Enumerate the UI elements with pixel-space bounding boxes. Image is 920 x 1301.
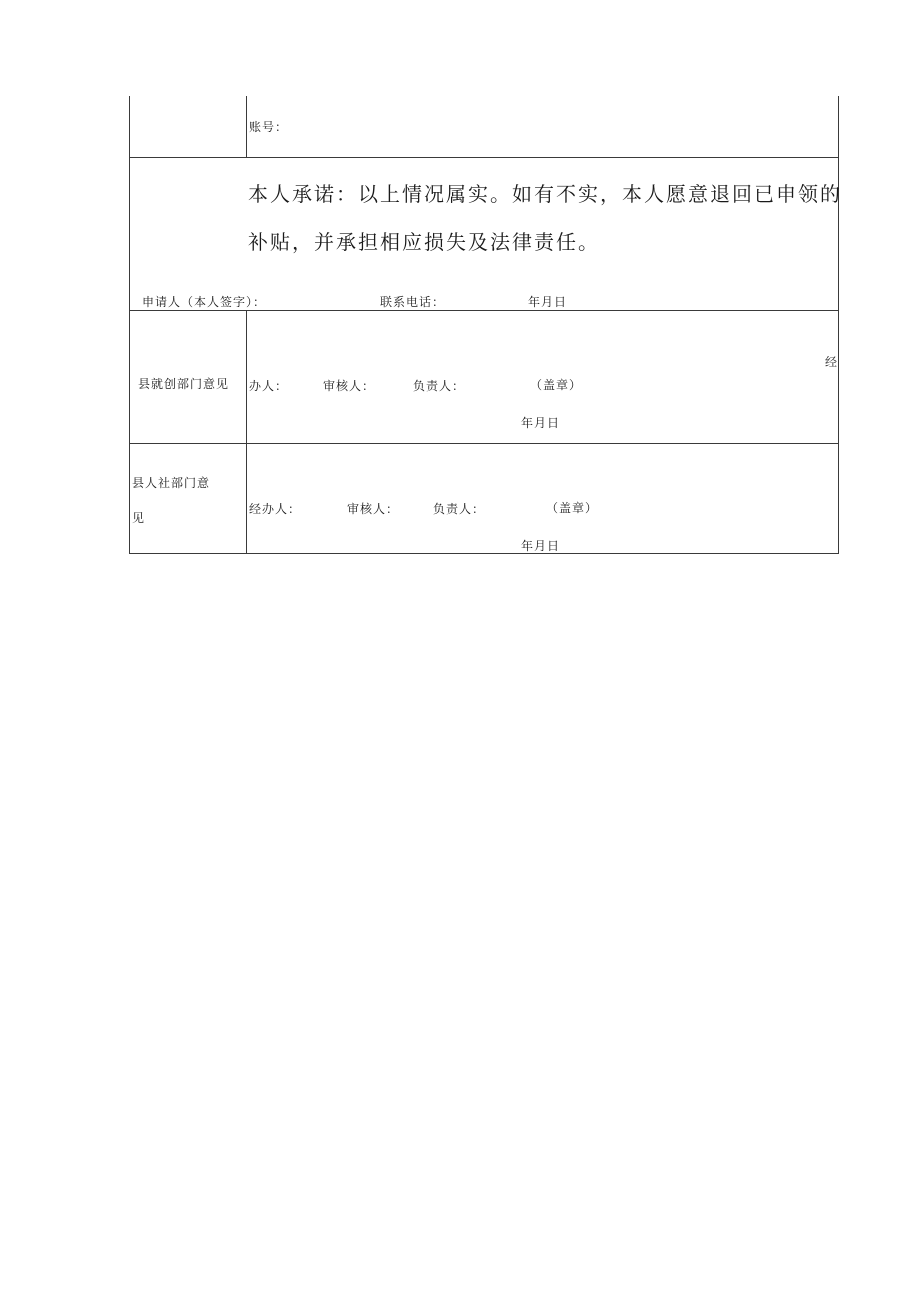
employment-date-label: 年月日: [521, 416, 561, 430]
commitment-statement-line1: 本人承诺：以上情况属实。如有不实，本人愿意退回已申领的: [248, 182, 842, 206]
employment-seal-label: （盖章）: [530, 378, 583, 392]
commitment-statement-line2: 补贴，并承担相应损失及法律责任。: [248, 230, 600, 254]
employment-handler-prefix: 经: [825, 355, 839, 369]
form-bottom-border: [129, 553, 839, 554]
employment-responsible-label: 负责人：: [413, 379, 466, 393]
applicant-date-label: 年月日: [528, 295, 568, 309]
applicant-signature-label: 申请人（本人签字）：: [142, 295, 267, 309]
form-left-border: [129, 96, 130, 554]
hr-handler-label: 经办人：: [249, 502, 302, 516]
hr-dept-label-line1: 县人社部门意: [132, 476, 211, 490]
account-row-bottom-border: [129, 157, 839, 158]
employment-handler-label: 办人：: [249, 379, 289, 393]
hr-dept-label-line2: 见: [132, 511, 146, 525]
hr-seal-label: （盖章）: [546, 501, 599, 515]
hr-responsible-label: 负责人：: [433, 502, 486, 516]
employment-dept-label: 县就创部门意见: [138, 377, 230, 391]
account-row-divider: [246, 96, 247, 157]
hr-reviewer-label: 审核人：: [347, 502, 400, 516]
contact-phone-label: 联系电话：: [380, 295, 446, 309]
opinion-rows-divider: [246, 310, 247, 554]
account-label: 账号：: [249, 120, 289, 134]
employment-row-bottom-border: [129, 443, 839, 444]
form-right-border: [838, 96, 839, 554]
employment-reviewer-label: 审核人：: [323, 379, 376, 393]
hr-date-label: 年月日: [521, 539, 561, 553]
subsidy-application-form: [129, 96, 842, 554]
commitment-row-bottom-border: [129, 310, 839, 311]
